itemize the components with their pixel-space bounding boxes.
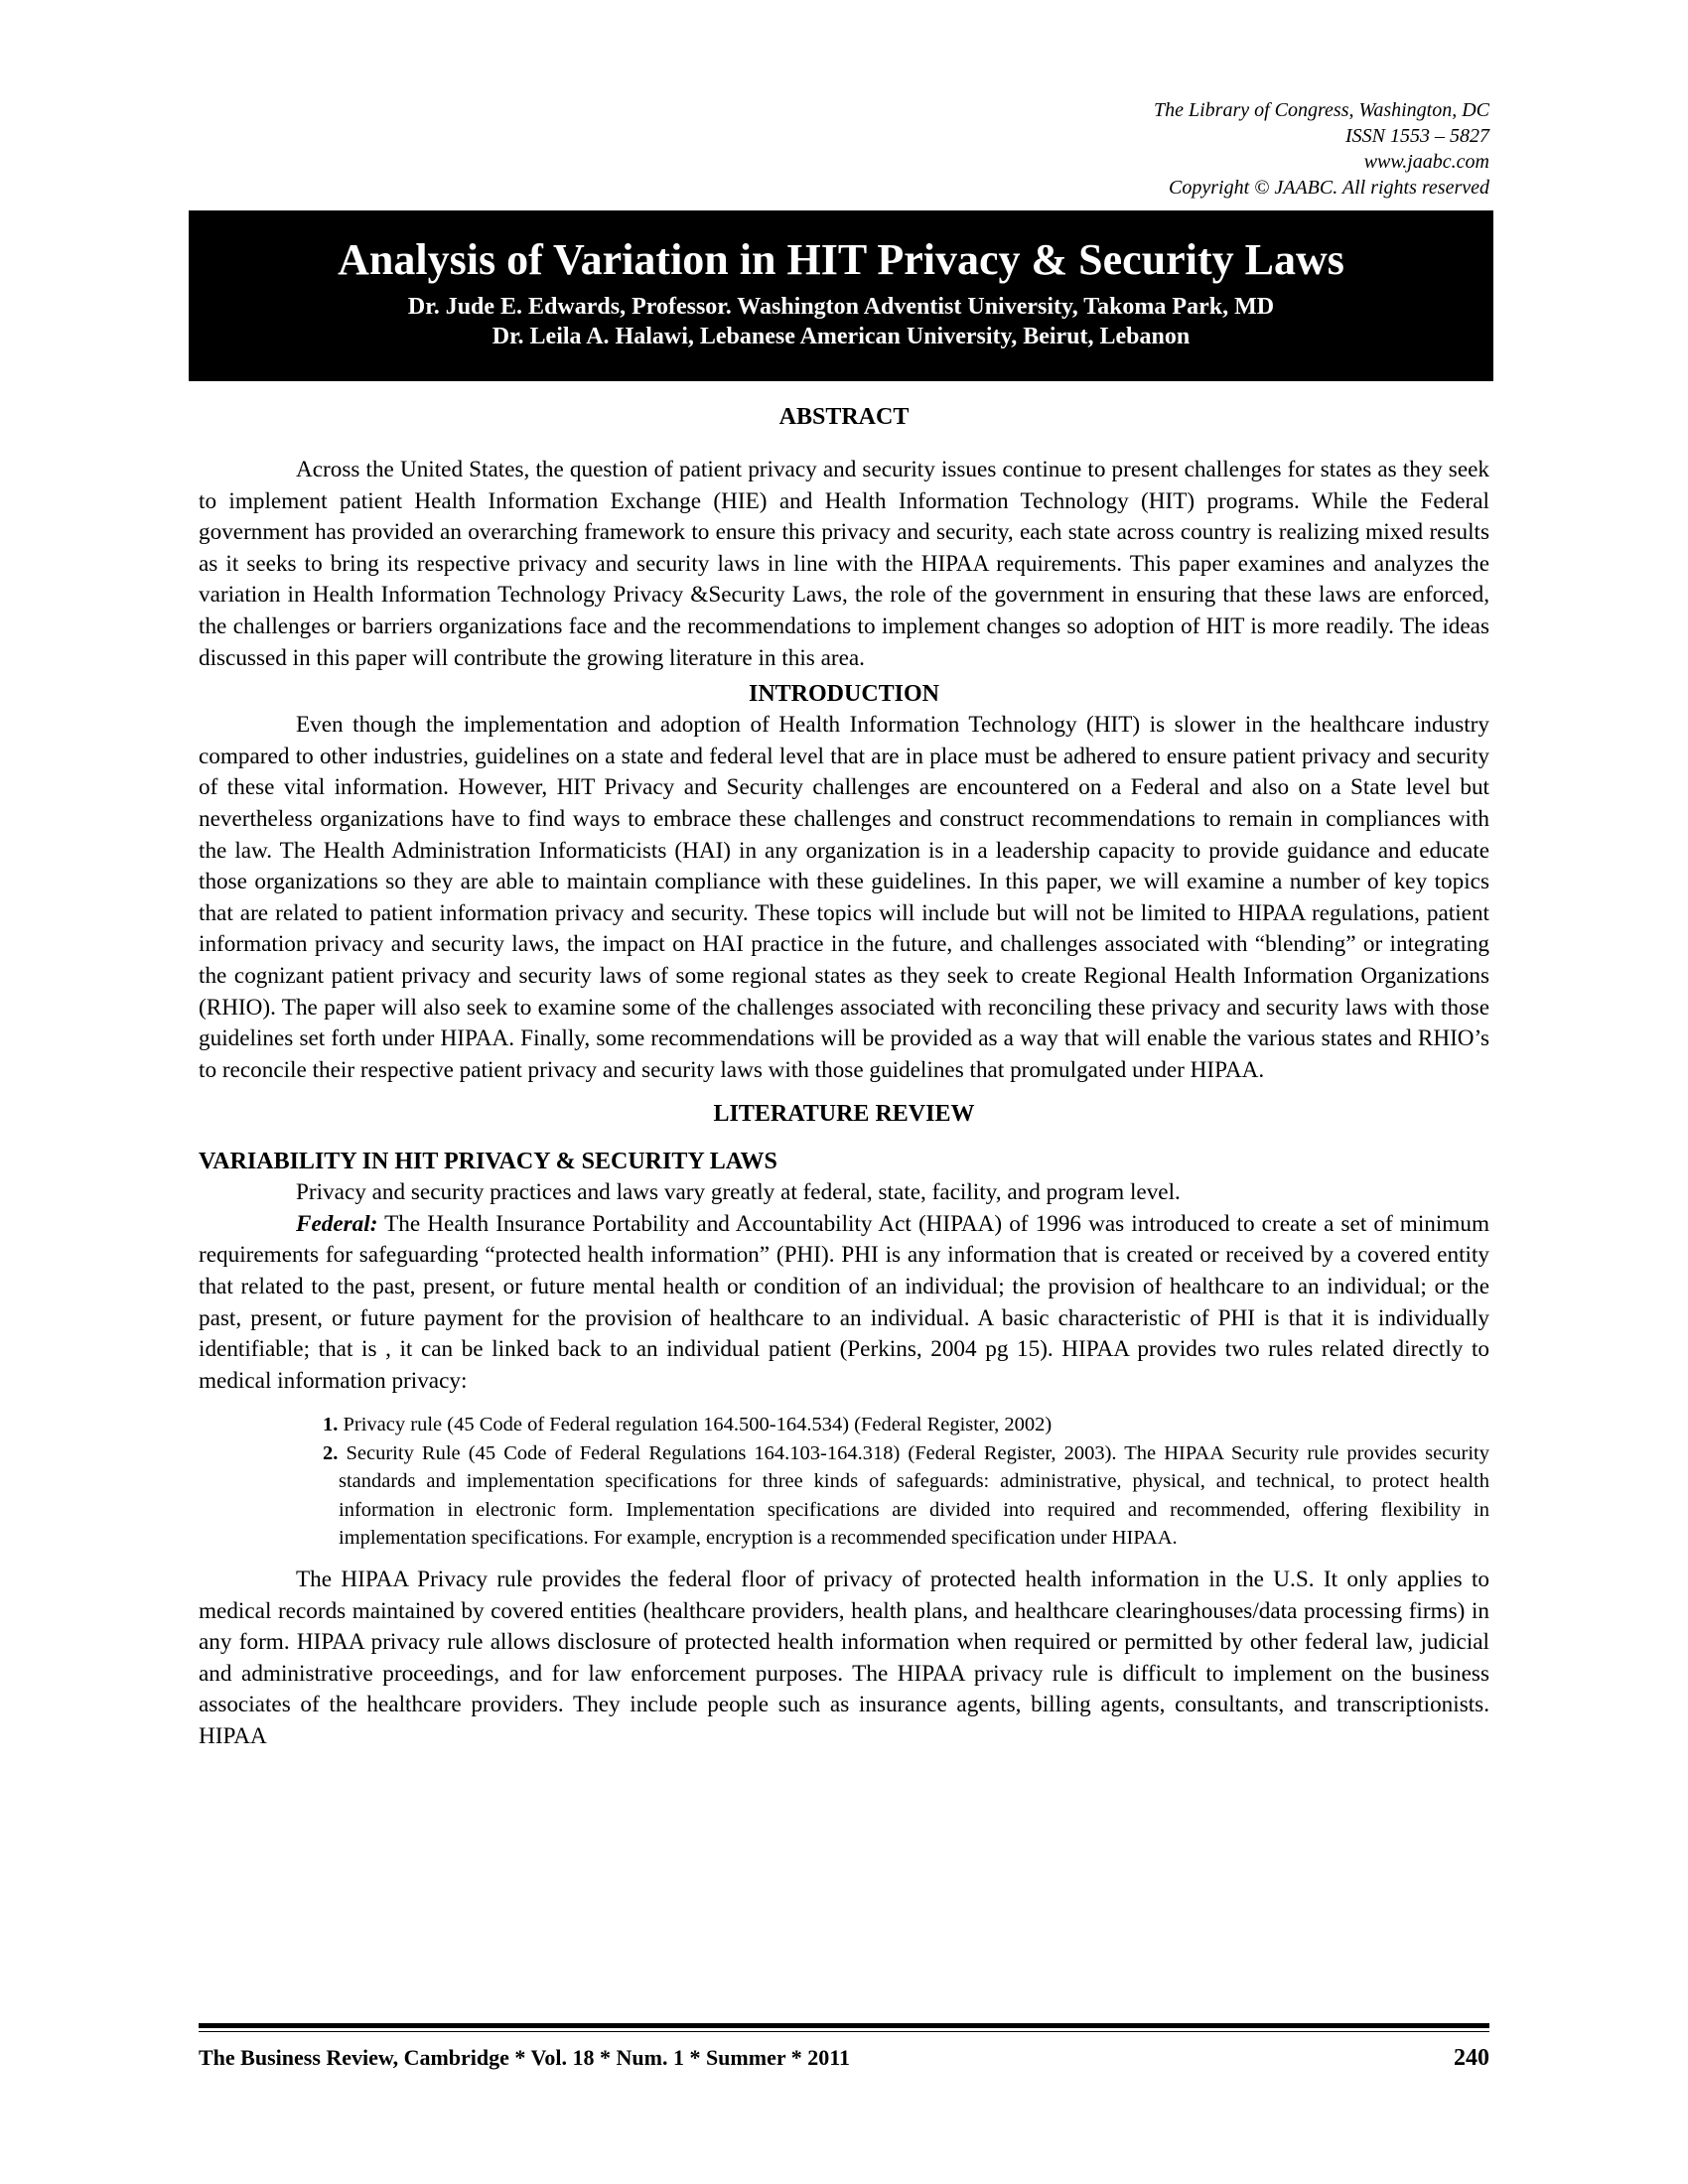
- list-item-number: 1: [323, 1414, 334, 1436]
- abstract-text: Across the United States, the question of patient privacy and security issues continue to present challenges for states as they seek to implement patient Health Information Exchange (HIE) and Health Information Technology (HIT) programs. While the Federal government has provided an overarching framework to ensure this privacy and security, each state across country is realizing mixed results as it seeks to bring its respective privacy and security laws in line with the HIPAA requirements. This paper examines and analyzes the variation in Health Information Technology Privacy &Security Laws, the role of the government in ensuring that these laws are enforced, the challenges or barriers organizations face and the recommendations to implement changes so adoption of HIT is more readily. The ideas discussed in this paper will contribute the growing literature in this area.: [199, 457, 1489, 671]
- page-number: 240: [1454, 2045, 1489, 2071]
- variability-intro-text: Privacy and security practices and laws vary greatly at federal, state, facility, and program level.: [296, 1179, 1181, 1206]
- author-1: Dr. Jude E. Edwards, Professor. Washington Adventist University, Takoma Park, MD: [407, 294, 1275, 320]
- literature-review-heading: LITERATURE REVIEW: [713, 1101, 975, 1128]
- list-item: 2. Security Rule (45 Code of Federal Regulations 164.103-164.318) (Federal Register, 2003). The HIPAA Security rule provides security standards and implementation specifications for three kinds of safeguards: administrative, physical, and technical, to protect health information in electronic form. Implementation specifications are divided into required and recommended, offering flexibility in implementation specifications. For example, encryption is a recommended specification under HIPAA.: [323, 1441, 1490, 1550]
- introduction-text: Even though the implementation and adoption of Health Information Technology (HIT) is slower in the healthcare industry compared to other industries, guidelines on a state and federal level that are in place must be adhered to ensure patient privacy and security of these vital information. However, HIT Privacy and Security challenges are encountered on a Federal and also on a State level but nevertheless organizations have to find ways to embrace these challenges and construct recommendations to remain in compliances with the law. The Health Administration Informaticists (HAI) in any organization is in a leadership capacity to provide guidance and educate those organizations so they are able to maintain compliance with these guidelines. In this paper, we will examine a number of key topics that are related to patient information privacy and security. These topics will include but will not be limited to HIPAA regulations, patient information privacy and security laws, the impact on HAI practice in the future, and challenges associated with “blending” or integrating the cognizant patient privacy and security laws of some regional states as they seek to create Regional Health Information Organizations (RHIO). The paper will also seek to examine some of the challenges associated with reconciling these privacy and security laws with those guidelines set forth under HIPAA. Finally, some recommendations will be provided as a way that will enable the various states and RHIO’s to reconcile their respective patient privacy and security laws with those guidelines that promulgated under HIPAA.: [199, 712, 1489, 1083]
- publisher-line: The Library of Congress, Washington, DC: [1153, 99, 1489, 121]
- footer-rule-thick: [199, 2023, 1489, 2028]
- footer-rule-thin: [199, 2031, 1489, 2032]
- journal-citation: The Business Review, Cambridge * Vol. 18 * Num. 1 * Summer * 2011: [199, 2045, 850, 2070]
- title-banner: [189, 210, 1493, 381]
- list-item-number: 2: [323, 1441, 334, 1464]
- hipaa-rules-list: [199, 1411, 1489, 1553]
- list-item-text: Security Rule (45 Code of Federal Regulations 164.103-164.318) (Federal Register, 2003). The HIPAA Security rule provides security standards and implementation specifications for three kinds of safeguards: administrative, physical, and technical, to protect health information in electronic form. Implementation specifications are divided into required and recommended, offering flexibility in implementation specifications. For example, encryption is a recommended specification under HIPAA.: [339, 1441, 1490, 1550]
- variability-subheading: VARIABILITY IN HIT PRIVACY & SECURITY LAWS: [199, 1149, 777, 1175]
- federal-paragraph: [199, 1209, 1489, 1398]
- paper-title: Analysis of Variation in HIT Privacy & Security Laws: [338, 235, 1344, 284]
- introduction-heading: INTRODUCTION: [748, 681, 940, 708]
- publication-info: [1154, 97, 1489, 201]
- copyright-line: Copyright © JAABC. All rights reserved: [1169, 177, 1489, 199]
- privacy-rule-paragraph: The HIPAA Privacy rule provides the federal floor of privacy of protected health information in the U.S. It only applies to medical records maintained by covered entities (healthcare providers, health plans, and healthcare clearinghouses/data processing firms) in any form. HIPAA privacy rule allows disclosure of protected health information when required or permitted by other federal law, judicial and administrative proceedings, and for law enforcement purposes. The HIPAA privacy rule is difficult to implement on the business associates of the healthcare providers. They include people such as insurance agents, billing agents, consultants, and transcriptionists. HIPAA: [199, 1566, 1489, 1749]
- author-2: Dr. Leila A. Halawi, Lebanese American University, Beirut, Lebanon: [492, 324, 1191, 349]
- abstract-heading: ABSTRACT: [778, 404, 910, 430]
- issn-line: ISSN 1553 – 5827: [1345, 125, 1489, 147]
- page-footer: [199, 2023, 1489, 2072]
- federal-text: The Health Insurance Portability and Accountability Act (HIPAA) of 1996 was introduced to create a set of minimum requirements for safeguarding “protected health information” (PHI). PHI is any information that is created or received by a covered entity that related to the past, present, or future mental health or condition of an individual; the provision of healthcare to an individual; or the past, present, or future payment for the provision of healthcare to an individual. A basic characteristic of PHI is that it is individually identifiable; that is , it can be linked back to an individual patient (Perkins, 2004 pg 15). HIPAA provides two rules related directly to medical information privacy:: [199, 1210, 1489, 1394]
- website-line: www.jaabc.com: [1363, 151, 1489, 173]
- paper-body: [199, 401, 1489, 1753]
- list-item-text: Privacy rule (45 Code of Federal regulation 164.500-164.534) (Federal Register, 2002): [343, 1414, 1053, 1436]
- federal-label: Federal:: [296, 1210, 378, 1237]
- list-item: 1. Privacy rule (45 Code of Federal regulation 164.500-164.534) (Federal Register, 2002): [323, 1414, 1053, 1436]
